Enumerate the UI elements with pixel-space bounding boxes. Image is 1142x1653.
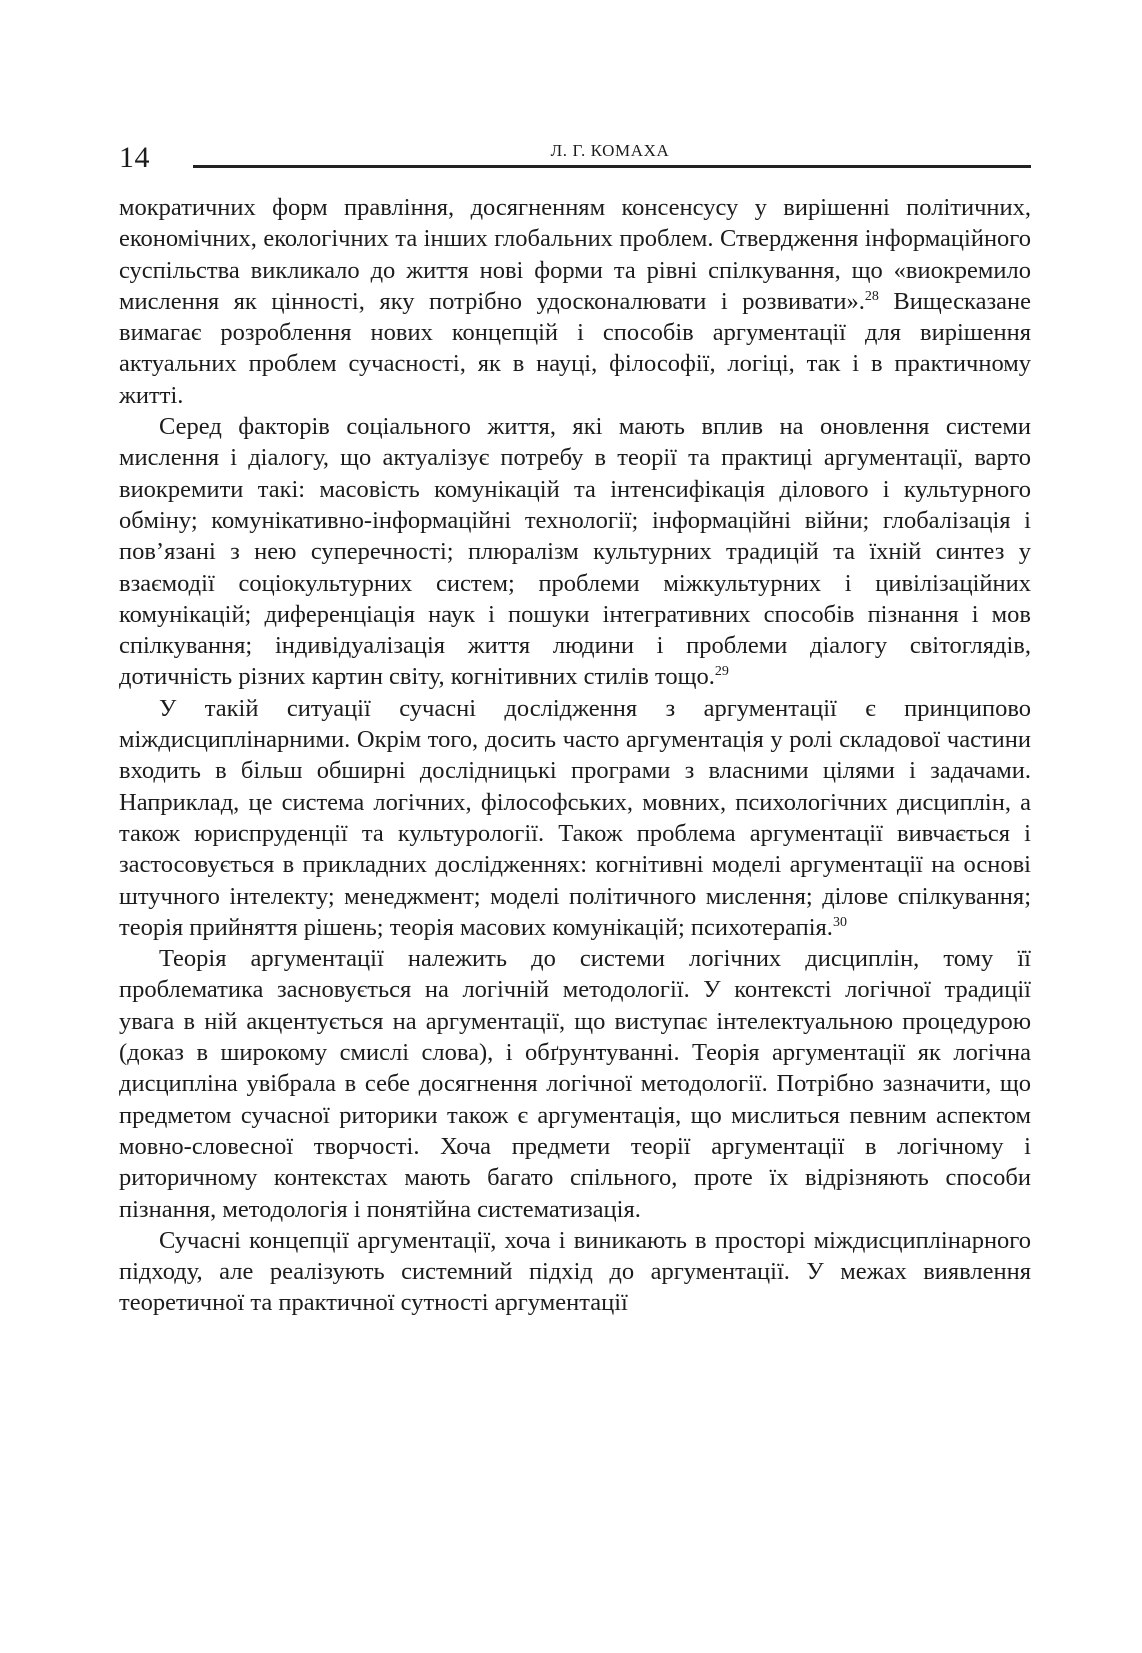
running-title: Л. Г. КОМАХА (550, 141, 670, 160)
paragraph-text: мократичних форм правління, досягненням консенсусу у вирішенні політичних, економічних, екологічних та інших глобальних проблем. Ствердження інформаційного суспільства викликало до життя нові форми та рівні спілкування, що «виокремило мислення як цінності, яку потрібно удосконалювати і розвивати». (119, 194, 1031, 315)
footnote-ref-28[interactable]: 28 (864, 288, 879, 304)
paragraph-1 (119, 192, 1031, 411)
page-number: 14 (119, 141, 150, 174)
paragraph-3 (119, 693, 1031, 943)
header-rule (193, 165, 1031, 168)
body-text (119, 192, 1031, 1319)
footnote-ref-30[interactable]: 30 (832, 914, 847, 930)
paragraph-text: Теорія аргументації належить до системи логічних дисциплін, тому її проблематика засновується на логічній методології. У контексті логічної традиції увага в ній акцентується на аргументації, що виступає інтелектуальною процедурою (доказ в широкому смислі слова), і обґрунтуванні. Теорія аргументації як логічна дисципліна увібрала в себе досягнення логічної методології. Потрібно зазначити, що предметом сучасної риторики також є аргументація, що мислиться певним аспектом мовно-словесної творчості. Хоча предмети теорії аргументації в логічному і риторичному контекстах мають багато спільного, проте їх відрізняють способи пізнання, методологія і понятійна систематизація. (119, 945, 1031, 1223)
running-head (119, 141, 1031, 181)
paragraph-text: Серед факторів соціального життя, які мають вплив на оновлення системи мислення і діалогу, що актуалізує потребу в теорії та практиці аргументації, варто виокремити такі: масовість комунікацій та інтенсифікація ділового і культурного обміну; комунікативно-інформаційні технології; інформаційні війни; глобалізація і пов’язані з нею суперечності; плюралізм культурних традицій та їхній синтез у взаємодії соціокультурних систем; проблеми міжкультурних і цивілізаційних комунікацій; диференціація наук і пошуки інтегративних способів пізнання і мов спілкування; індивідуалізація життя людини і проблеми діалогу світоглядів, дотичність різних картин світу, когнітивних стилів тощо. (119, 413, 1031, 691)
footnote-ref-29[interactable]: 29 (714, 664, 729, 680)
paragraph-text: У такій ситуації сучасні дослідження з аргументації є принципово міждисциплінарними. Окрім того, досить часто аргументація у ролі складової частини входить в більш обширні дослідницькі програми з власними цілями і задачами. Наприклад, це система логічних, філософських, мовних, психологічних дисциплін, а також юриспруденції та культурології. Також проблема аргументації вивчається і застосовується в прикладних дослідженнях: когнітивні моделі аргументації на основі штучного інтелекту; менеджмент; моделі політичного мислення; ділове спілкування; теорія прийняття рішень; теорія масових комунікацій; психотерапія. (119, 694, 1031, 941)
paragraph-2 (119, 411, 1031, 693)
paragraph-4 (119, 943, 1031, 1225)
paragraph-text-after: Вищесказане вимагає розроблення нових концепцій і способів аргументації для вирішення актуальних проблем сучасності, як в науці, філософії, логіці, так і в практичному житті. (119, 287, 1031, 409)
paragraph-text: Сучасні концепції аргументації, хоча і виникають в просторі міждисциплінарного підходу, але реалізують системний підхід до аргументації. У межах виявлення теоретичної та практичної сутності аргументації (119, 1226, 1031, 1317)
paragraph-5 (119, 1225, 1031, 1319)
